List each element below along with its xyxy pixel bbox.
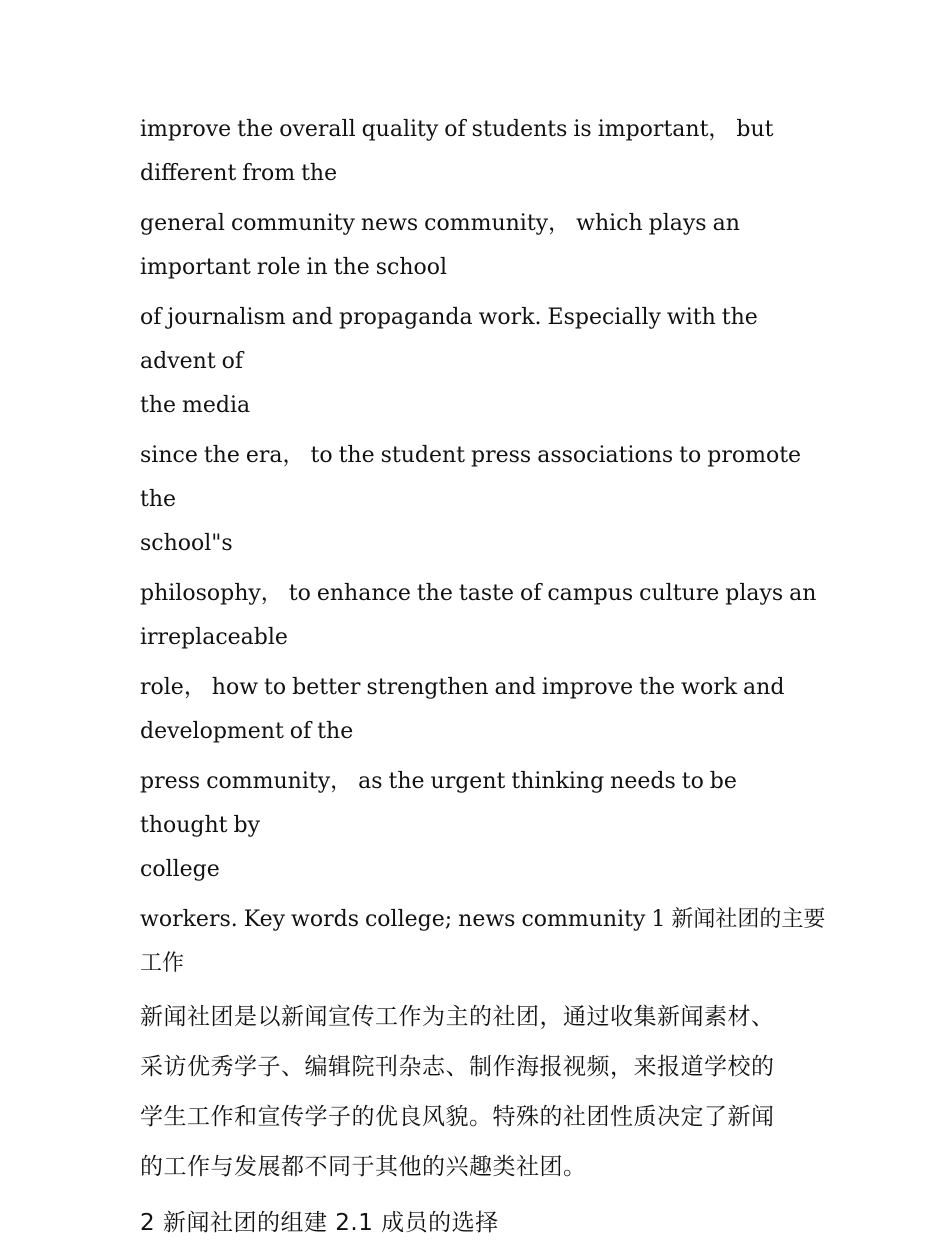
text-line: press community， as the urgent thinking needs to be thought by	[140, 769, 737, 838]
text-line: workers. Key words college; news community 1 新闻社团的主要	[140, 907, 826, 932]
text-line: irreplaceable	[140, 625, 288, 650]
text-line: improve the overall quality of students is important， but	[140, 117, 774, 142]
text-line: of journalism and propaganda work. Especially with the advent of	[140, 305, 758, 374]
text-line: 采访优秀学子、编辑院刊杂志、制作海报视频，来报道学校的	[140, 1054, 775, 1080]
text-line: general community news community， which plays an	[140, 211, 740, 236]
paragraph-8	[140, 898, 830, 986]
text-line: school"s	[140, 531, 233, 556]
paragraph-2	[140, 202, 830, 290]
paragraph-6	[140, 666, 830, 754]
paragraph-7	[140, 760, 830, 892]
paragraph-chinese	[140, 992, 830, 1192]
text-line: the media	[140, 393, 251, 418]
text-line: 的工作与发展都不同于其他的兴趣类社团。	[140, 1154, 587, 1180]
text-line: role， how to better strengthen and improve the work and	[140, 675, 785, 700]
text-line: development of the	[140, 719, 354, 744]
paragraph-5	[140, 572, 830, 660]
text-line: since the era， to the student press associations to promote the	[140, 443, 802, 512]
paragraph-1	[140, 108, 830, 196]
text-line: 新闻社团是以新闻宣传工作为主的社团，通过收集新闻素材、	[140, 1004, 775, 1030]
heading-text: 2 新闻社团的组建 2.1 成员的选择	[140, 1210, 499, 1236]
text-line: philosophy， to enhance the taste of campus culture plays an	[140, 581, 817, 606]
text-line: different from the	[140, 161, 338, 186]
section-heading	[140, 1198, 830, 1248]
text-line: 工作	[140, 951, 185, 976]
text-line: 学生工作和宣传学子的优良风貌。特殊的社团性质决定了新闻	[140, 1104, 775, 1130]
text-line: important role in the school	[140, 255, 448, 280]
paragraph-3	[140, 296, 830, 428]
paragraph-4	[140, 434, 830, 566]
document-body	[140, 108, 830, 1254]
text-line: college	[140, 857, 220, 882]
